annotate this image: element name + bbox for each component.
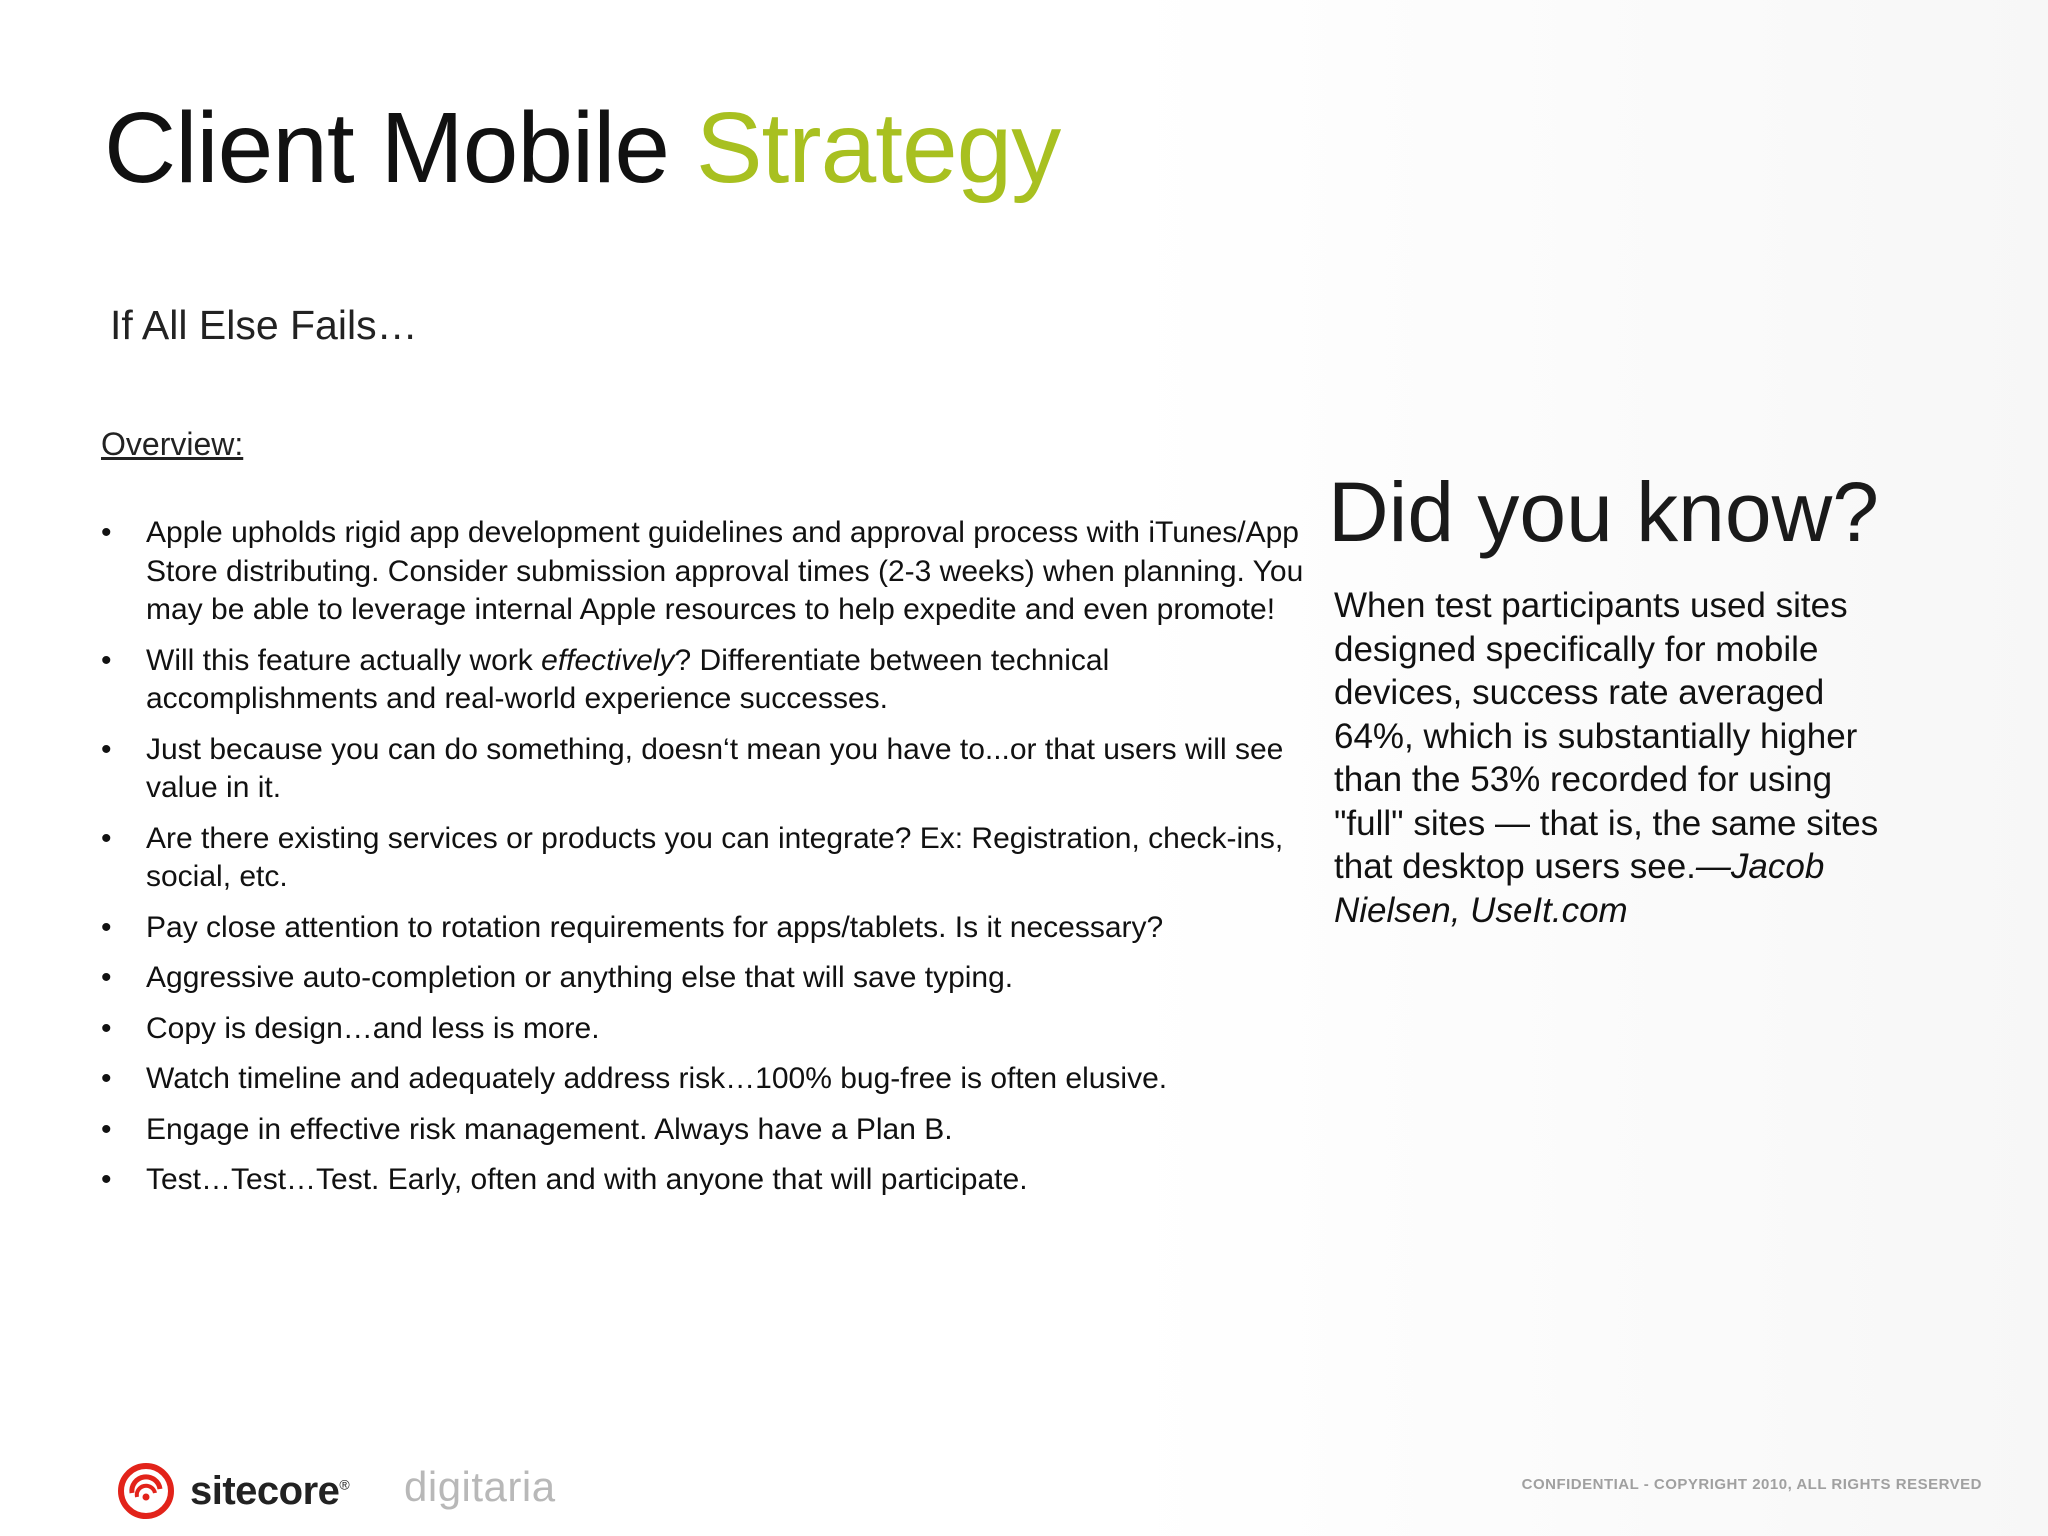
bullet-dot: • [101,821,112,855]
bullet-text: Watch timeline and adequately address risk…100% bug-free is often elusive. [146,1062,1168,1095]
copyright-notice: CONFIDENTIAL - COPYRIGHT 2010, ALL RIGHTS RESERVED [1521,1476,1982,1493]
slide-title [104,88,1060,208]
sitecore-wordmark [190,1469,349,1514]
bullet-dot: • [101,1112,112,1146]
overview-label: Overview: [101,426,244,462]
bullet-dot: • [101,1011,112,1045]
bullet-text: Copy is design…and less is more. [146,1011,600,1045]
bullet-dot: • [101,1062,112,1095]
bullet-dot: • [101,516,112,549]
bullet-text: Aggressive auto-completion or anything else that will save typing. [146,961,1014,994]
sitecore-swirl-icon [118,1463,174,1519]
bullet-item [101,959,1321,998]
bullet-dot: • [101,732,112,766]
brand-name: sitecore [190,1468,340,1513]
bullet-text: Are there existing services or products you can integrate? Ex: Registration, check-ins, social, etc. [146,821,1284,893]
bullet-item [101,731,1321,808]
fact-attribution: —Jacob Nielsen, UseIt.com [1334,847,1825,930]
bullet-item [101,514,1321,630]
fact-text: When test participants used sites designed specifically for mobile devices, success rate averaged 64%, which is substantially higher than the 53% recorded for using "full" sites — that is, the same sites that desktop users see. [1334,586,1879,886]
bullet-dot: • [101,643,112,677]
did-you-know-fact [1334,584,1894,932]
bullet-text: Pay close attention to rotation requirements for apps/tablets. Is it necessary? [146,910,1164,944]
bullet-item [101,1010,1321,1049]
registered-mark: ® [339,1476,350,1493]
bullet-item [101,820,1321,897]
bullet-text: Engage in effective risk management. Always have a Plan B. [146,1112,953,1146]
slide-subtitle: If All Else Fails… [110,302,418,348]
bullet-item [101,642,1321,719]
bullet-text: Just because you can do something, doesn‘t mean you have to...or that users will see value in it. [146,732,1284,804]
title-main: Client Mobile [104,92,696,204]
bullet-text: Apple upholds rigid app development guidelines and approval process with iTunes/App Store distributing. Consider submission approval times (2-3 weeks) when planning. You may be able to leverage internal Apple resources to help expedite and even promote! [146,516,1304,626]
title-accent: Strategy [695,92,1061,204]
overview-bullet-list [101,514,1321,1212]
bullet-text-pre: Will this feature actually work [146,643,542,677]
bullet-item [101,1111,1321,1150]
bullet-text: Test…Test…Test. Early, often and with anyone that will participate. [146,1163,1028,1196]
bullet-item [101,1060,1321,1099]
bullet-item [101,909,1321,948]
bullet-dot: • [101,1163,112,1196]
bullet-dot: • [101,961,112,994]
bullet-text-post: ? Differentiate between technical accomplishments and real-world experience successes. [146,643,1110,715]
sitecore-logo [118,1463,349,1519]
digitaria-logo: digitaria [404,1463,556,1510]
did-you-know-heading: Did you know? [1328,465,1879,559]
bullet-item [101,1161,1321,1200]
bullet-dot: • [101,910,112,944]
bullet-text-emphasis: effectively [541,643,675,677]
